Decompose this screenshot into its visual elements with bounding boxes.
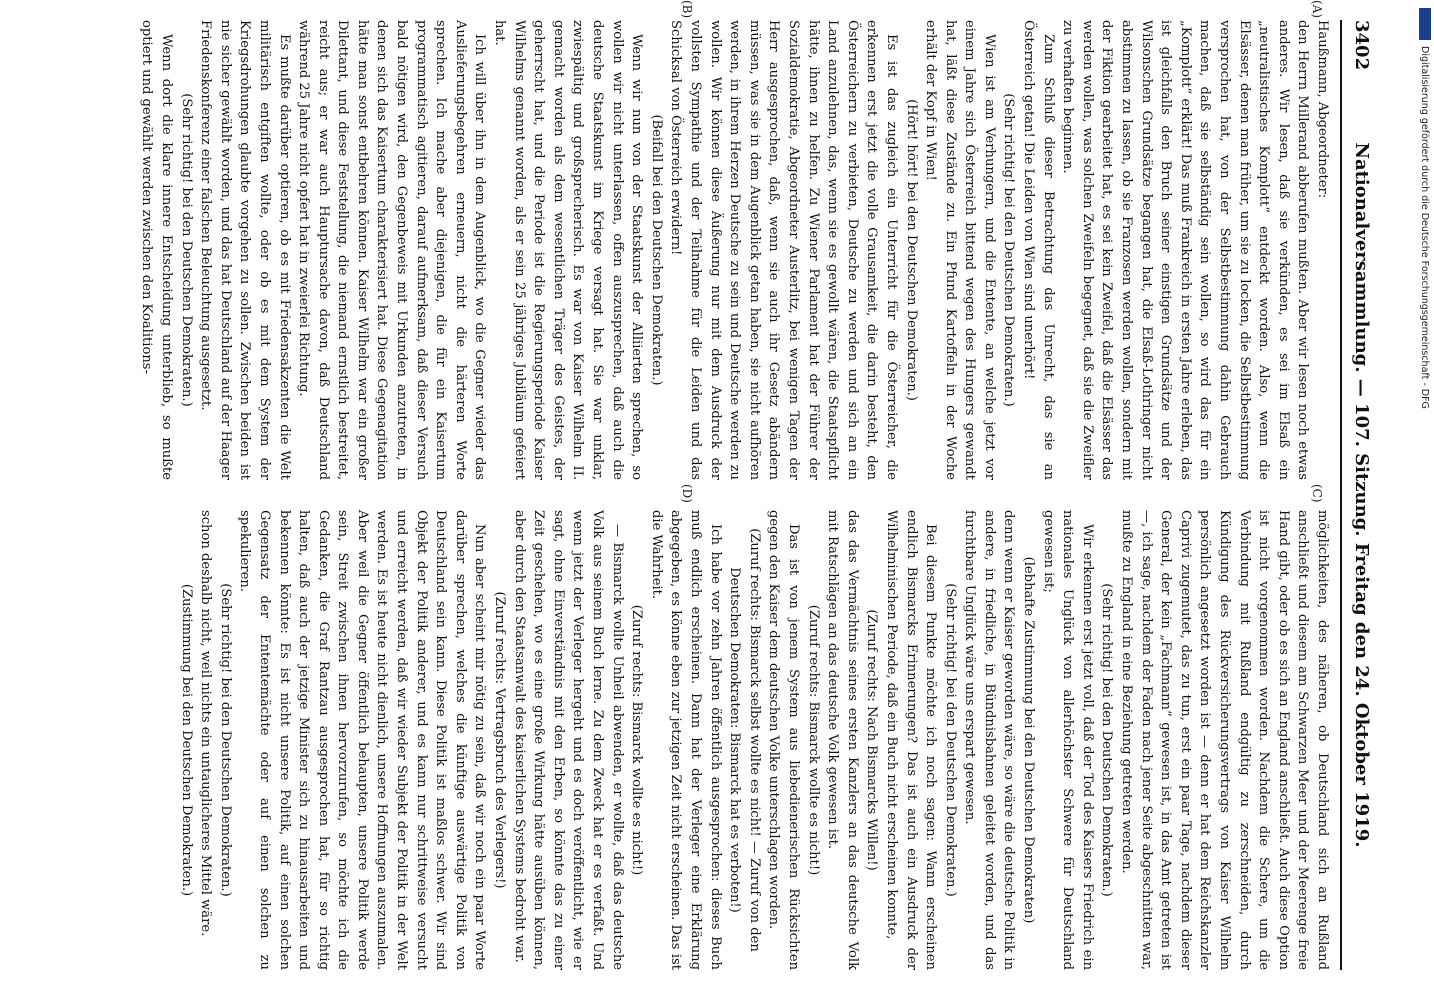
interjection: (Zuruf rechts: Bismarck wollte es nicht!) <box>805 604 821 876</box>
interjection: (Sehr richtig! bei den Deutschen Demokraten.) <box>942 583 958 897</box>
interjection: (Zuruf rechts: Bismarck wollte es nicht!) <box>629 604 645 876</box>
paragraph: — Bismarck wollte Unheil abwenden, er wollte, daß das deutsche Volk aus seinem Buch lerne. Zu dem Zweck hat er es verfaßt. Und wenn jetzt der Verleger hergeht und es doch veröffentlicht, wie er sagt, ohne Einverständnis mit den Erben, so könnte das zu einer Zeit geschehen, wo es eine große Wirkung hätte ausüben können, aber durch den Staatsanwalt des kaiserlichen Systems bedroht war. <box>511 510 625 970</box>
interjection: (Sehr richtig! bei den Deutschen Demokraten.) <box>178 93 194 407</box>
speaker-label: Haußmann, Abgeordneter: <box>1315 20 1330 199</box>
paragraph: Ich habe vor zehn Jahren öffentlich ausgesprochen: dieses Buch muß endlich erscheinen. Dann hat der Verleger eine Erklärung abgegeben, es könne eben zur jetzigen Zeit nicht erscheinen. Das ist die Wahrheit. <box>648 510 723 970</box>
paragraph: Wien ist am Verhungern, und die Entente, an welche jetzt vor einem Jahre sich Österreich bittend wegen des Hungers gewandt hat, läßt diese Zustände zu. Ein Pfund Kartoffeln in der Woche erhält der Kopf in Wien! <box>923 20 997 480</box>
interjection: (Sehr richtig! bei den Deutschen Demokraten.) <box>217 583 233 897</box>
running-title: Nationalversammlung. — 107. Sitzung. Freitag den 24. Oktober 1919. <box>1351 142 1372 848</box>
digitization-credit <box>1418 6 1432 996</box>
credit-text: Digitalisierung gefördert durch die Deutsche Forschungsgemeinschaft - DFG <box>1419 46 1430 409</box>
text-column-right <box>176 510 1332 970</box>
interjection: (Zuruf rechts: Vertragsbruch des Verlegers!) <box>492 591 508 889</box>
paragraph: das das Vermächtnis seines ersten Kanzlers an das deutsche Volk mit Ratschlägen an das deutsche Volk gewesen ist. <box>825 510 860 970</box>
margin-marker-d: (D) <box>680 484 694 503</box>
interjection: (lebhafte Zustimmung bei den Deutschen Demokraten) <box>1021 556 1037 924</box>
interjection: (Zustimmung bei den Deutschen Demokraten.) <box>178 583 194 897</box>
margin-marker-b: (B) <box>680 0 694 19</box>
paragraph: den Herrn Millerand abberufen mußten. Aber wir lesen noch etwas anderes. Wir lesen, daß sie verkünden, es sei im Elsaß ein „neutralistisches Komplott“ entdeckt worden. Also, wenn die Elsässer, denen man früher, um sie zu locken, die Selbstbestimmung versprochen hat, von der Selbstbestimmung dahin Gebrauch machen, daß sie selbständig sein wollen, so wird das für ein „Komplott“ erklärt! Das muß Frankreich in ersten Jahre erleben, das ist gleichfalls den Bruch seiner einstigen Grundsätze und der Wilsonschen Grundsätze begangen hat, die Elsaß-Lothringer nicht abstimmen zu lassen, ob sie Franzosen werden wollen, sondern mit der Fiktion gearbeitet hat, es sei kein Zweifel, daß die Elsässer das werden wollen, was solchen Zweifeln begegnet, daß sie die Zweifler zu verhaften beginnen. <box>1060 20 1311 480</box>
paragraph: Es ist das zugleich ein Unterricht für die Österreicher, die erkennen erst jetzt die volle Grausamkeit, die darin besteht, den Österreichern zu verbieten, Deutsche zu werden und sich an ein Land anzulehnen, das, wenn sie es gewollt wären, die Staatspflicht hätte, ihnen zu helfen. Zu Wiener Parlament hat der Führer der Sozialdemokratie, Abgeordneter Austerlitz, bei wenigen Tagen der Herr ausgesprochen, daß, wenn sie auch ihr Gesetz abändern müssen, was sie in dem Augenblick getan haben, sie nicht aufhören werden, in ihrem Herzen Deutsche zu sein und Deutsche werden zu wollen. Wir können diese Äußerung nur mit dem Ausdruck der vollsten Sympathie und der Teilnahme für die Leiden und das Schicksal von Österreich erwidern! <box>668 20 899 480</box>
margin-marker-c: (C) <box>1310 484 1324 503</box>
paragraph: denn wenn er Kaiser geworden wäre, so wäre die deutsche Politik in andere, in friedliche, in Bündnisbahnen geleitet worden, und das furchtbare Unglück wäre uns erspart gewesen. <box>962 510 1017 970</box>
paragraph: Wenn dort die klare innere Entscheidung unterblieb, so mußte optiert und gewählt werden zwischen den Koalitions- <box>139 20 174 480</box>
paragraph: Das ist von jenem System aus liebedienerischen Rücksichten gegen den Kaiser dem deutschen Volke unterschlagen worden. <box>766 510 801 970</box>
interjection: (Beifall bei den Deutschen Demokraten.) <box>648 114 664 386</box>
interjection: (Sehr richtig! bei den Deutschen Demokraten.) <box>1001 93 1017 407</box>
margin-marker-a: (A) <box>1310 0 1324 19</box>
paragraph: Wenn wir nun von der Staatskunst der Alliierten sprechen, so wollen wir nicht unterlassen, offen auszusprechen, daß auch die deutsche Staatskunst im Kriege versagt hat. Sie war unklar, zwiespältig und großsprecherisch. Es war von Kaiser Wilhelm II. gemacht worden als dem wesentlichen Träger des Geistes, der geherrscht hat, und die Periode ist die Regierungsperiode Kaiser Wilhelms genannt worden, als er sein 25 jähriges Jubiläum gefeiert hat. <box>492 20 645 480</box>
paragraph: Nun aber scheint mir nötig zu sein, daß wir noch ein paar Worte darüber sprechen, welches die künftige auswärtige Politik von Deutschland sein kann. Diese Politik ist maßlos schwer. Wir sind Objekt der Politik anderer, und es kann nur schrittweise versucht und erreicht werden, daß wir wieder Subjekt der Politik in der Welt werden. Es ist heute nicht dienlich, unsere Hoffnungen auszumalen. Aber weil die Gegner öffentlich behaupten, unsere Politik werde sein, Streit zwischen ihnen hervorzurufen, so möchte ich die Gedanken, die Graf Rantzau ausgesprochen hat, für so richtig halten, daß auch der jetzige Minister sich zu hinausarbeiten und bekennen könnte: Es ist nicht unsere Politik, auf einen solchen Gegensatz der Ententemächte oder auf einen solchen zu spekulieren. <box>237 510 488 970</box>
paragraph: Es mußte darüber optieren, ob es mit Friedensakzenten die Welt militärisch entgiften wollte, oder ob es mit dem System der Kriegsdrohungen glaubte vorgehen zu sollen. Zwischen beiden ist nie sicher gewählt worden, und das hat Deutschland auf der Haager Friedenskonferenz einer falschen Beleuchtung ausgesetzt. <box>198 20 292 480</box>
paragraph: Ich will über ihn in dem Augenblick, wo die Gegner wieder das Auslieferungsbegehren erneuern, nicht die härteren Worte sprechen. Ich mache aber diejenigen, die für ein Kaisertum programmatisch agitieren, darauf aufmerksam, daß dieser Versuch bald nötigen wird, den Gegenbeweis mit Urkunden anzutreten, in denen sich das Kaisertum charakterisiert hat. Diese Gegenagitation hätte man sonst entbehren können. Kaiser Wilhelm war ein großer Dilettant, und diese Feststellung, die niemand ernstlich bestreitet, reicht aus; er war auch Hauptursache davon, daß Deutschland während 25 Jahre nicht opfert hat in zweierlei Richtung. <box>296 20 488 480</box>
interjection: (Zuruf rechts: Bismarck selbst wollte es nicht! — Zuruf von den Deutschen Demokraten: Bismarck hat es verboten!) <box>727 528 762 952</box>
page-number: 3402 <box>1351 20 1372 71</box>
paragraph: schon deshalb nicht, weil nichts ein untauglicheres Mittel wäre. <box>198 510 214 937</box>
rotated-document-page <box>50 0 1384 990</box>
interjection: (Hört! hört! bei den Deutschen Demokraten.) <box>903 99 919 401</box>
text-column-left <box>137 20 1332 480</box>
paragraph: Bei diesem Punkte möchte ich noch sagen: Wann erscheinen endlich Bismarcks Erinnerungen? Das ist auch ein Ausdruck der Wilhelminischen Periode, daß ein Buch nicht erscheinen konnte, <box>883 510 939 970</box>
interjection: (Sehr richtig! bei den Deutschen Demokraten.) <box>1099 583 1115 897</box>
paragraph: Zum Schluß dieser Betrachtung das Unrecht, das sie an Österreich getan! Die Leiden von Wien sind unerhört! <box>1021 20 1056 480</box>
paragraph: Wir erkennen erst jetzt voll, daß der Tod des Kaisers Friedrich ein nationales Unglück von allerhöchster Schwere für Deutschland gewesen ist; <box>1040 510 1095 970</box>
interjection: (Zuruf rechts: Nach Bismarcks Willen!) <box>864 609 880 871</box>
paragraph: möglichkeiten, des näheren, ob Deutschland sich an Rußland anschließt und diesem am Schwarzen Meer und der Meerenge freie Hand gibt, oder ob es sich an England anschließt. Auch diese Option ist nicht vorgenommen worden. Nachdem die Schere, um die Verbindung mit Rußland endgültig zu zerschneiden, durch Kündigung des Rückversicherungsvertrags von Kaiser Wilhelm persönlich angesetzt worden ist — denn er hat dem Reichskanzler Caprivi zugemutet, das zu tun, erst ein paar Tage, nachdem dieser General, der kein „Fachmann“ gewesen ist, in das Amt getreten ist —, ich sage, nachdem der Faden nach jener Seite abgeschnitten war, mußte zu England in eine Beziehung getreten werden. <box>1119 510 1330 970</box>
page-header <box>1340 20 1378 970</box>
